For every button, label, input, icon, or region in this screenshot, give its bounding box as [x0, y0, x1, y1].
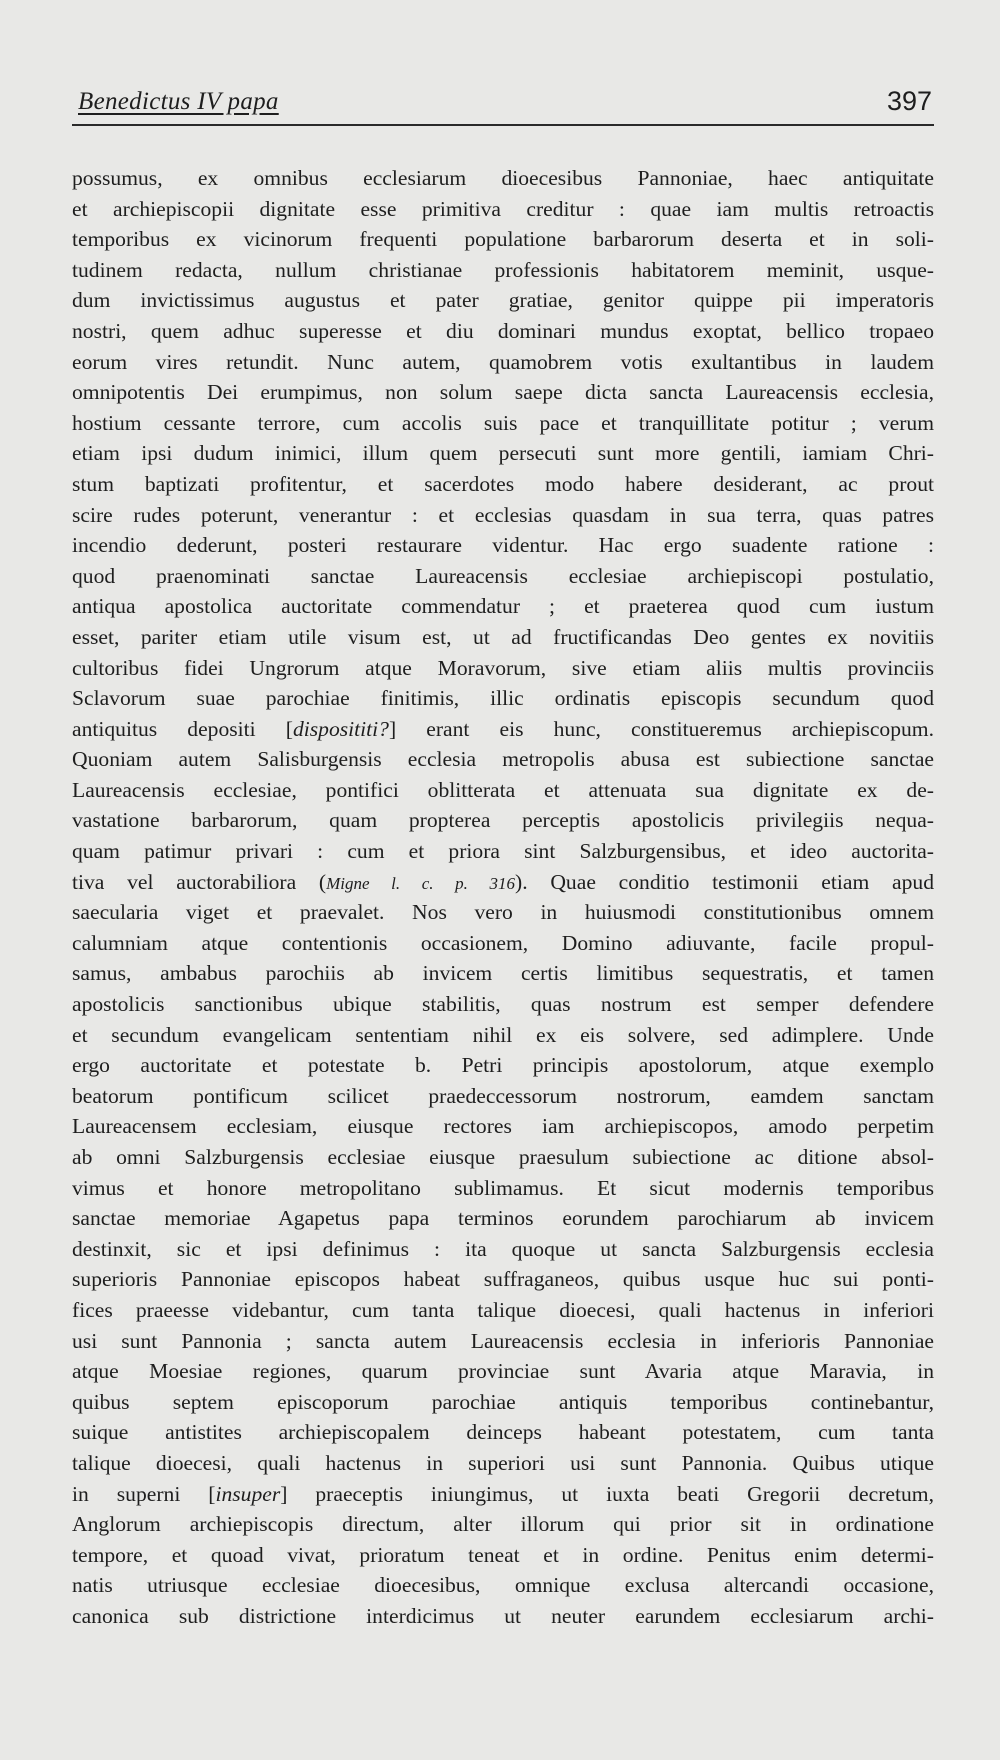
text-line: [72, 989, 934, 1020]
text-segment: canonica sub districtione interdicimus ut neuter earundem ecclesiarum archi-: [72, 1603, 934, 1628]
text-segment: possumus, ex omnibus ecclesiarum dioecesibus Pannoniae, haec antiquitate: [72, 166, 934, 190]
text-segment: incendio dederunt, posteri restaurare videntur. Hac ergo suadente ratione :: [72, 533, 934, 558]
text-segment: tudinem redacta, nullum christianae professionis habitatorem meminit, usque-: [72, 257, 934, 282]
text-segment: etiam ipsi dudum inimici, illum quem persecuti sunt more gentili, iamiam Chri-: [72, 441, 934, 466]
text-line: [72, 285, 934, 316]
text-line: [72, 1326, 934, 1357]
text-segment: ] erant eis hunc, constitueremus archiepiscopum.: [388, 716, 934, 741]
text-segment: atque Moesiae regiones, quarum provinciae sunt Avaria atque Maravia, in: [72, 1359, 934, 1384]
text-line: [72, 194, 934, 225]
text-segment: Anglorum archiepiscopis directum, alter illorum qui prior sit in ordinatione: [72, 1512, 934, 1537]
text-line: [72, 897, 934, 928]
text-segment: dum invictissimus augustus et pater gratiae, genitor quippe pii imperatoris: [72, 288, 934, 313]
text-segment: ). Quae conditio testimonii etiam apud: [515, 869, 934, 894]
text-segment: natis utriusque ecclesiae dioecesibus, omnique exclusa altercandi occasione,: [72, 1573, 934, 1598]
text-segment: et secundum evangelicam sententiam nihil ex eis solvere, sed adimplere. Unde: [72, 1022, 934, 1047]
text-segment: esset, pariter etiam utile visum est, ut ad fructificandas Deo gentes ex novitiis: [72, 624, 934, 649]
text-segment: calumniam atque contentionis occasionem, Domino adiuvante, facile propul-: [72, 930, 934, 955]
text-segment: suique antistites archiepiscopalem deinceps habeant potestatem, cum tanta: [72, 1420, 934, 1445]
text-line: [72, 1234, 934, 1265]
text-line: [72, 775, 934, 806]
text-segment: et archiepiscopii dignitate esse primitiva creditur : quae iam multis retroactis: [72, 196, 934, 221]
text-line: [72, 653, 934, 684]
text-line: [72, 683, 934, 714]
text-segment: in superni [: [72, 1481, 216, 1506]
text-line: [72, 1264, 934, 1295]
text-segment: ab omni Salzburgensis ecclesiae eiusque praesulum subiectione ac ditione absol-: [72, 1145, 934, 1169]
text-line: [72, 438, 934, 469]
text-line: [72, 928, 934, 959]
text-line: [72, 1111, 934, 1142]
text-line: [72, 867, 934, 898]
text-segment: talique dioecesi, quali hactenus in superiori usi sunt Pannonia. Quibus utique: [72, 1450, 934, 1475]
text-segment: nostri, quem adhuc superesse et diu dominari mundus exoptat, bellico tropaeo: [72, 318, 934, 343]
text-segment: ergo auctoritate et potestate b. Petri principis apostolorum, atque exemplo: [72, 1053, 934, 1078]
text-line: [72, 255, 934, 286]
text-line: [72, 1050, 934, 1081]
text-line: [72, 1203, 934, 1234]
text-segment: vimus et honore metropolitano sublimamus. Et sicut modernis temporibus: [72, 1175, 934, 1200]
text-segment: usi sunt Pannonia ; sancta autem Laureacensis ecclesia in inferioris Pannoniae: [72, 1328, 934, 1353]
text-line: [72, 408, 934, 439]
text-line: [72, 805, 934, 836]
text-line: [72, 1295, 934, 1326]
text-segment: hostium cessante terrore, cum accolis suis pace et tranquillitate potitur ; verum: [72, 410, 934, 435]
italic-annotation: insuper: [215, 1481, 281, 1506]
text-segment: superioris Pannoniae episcopos habeat suffraganeos, quibus usque huc sui ponti-: [72, 1267, 934, 1292]
text-segment: antiqua apostolica auctoritate commendatur ; et praeterea quod cum iustum: [72, 594, 934, 619]
text-segment: vastatione barbarorum, quam propterea perceptis apostolicis privilegiis nequa-: [72, 808, 934, 833]
text-segment: scire rudes poterunt, venerantur : et ecclesias quasdam in sua terra, quas patres: [72, 502, 934, 527]
text-line: [72, 316, 934, 347]
text-segment: stum baptizati profitentur, et sacerdotes modo habere desiderant, ac prout: [72, 471, 934, 496]
text-segment: quibus septem episcoporum parochiae antiquis temporibus continebantur,: [72, 1389, 934, 1414]
italic-annotation: disposititi?: [292, 716, 389, 741]
text-line: [72, 1479, 934, 1510]
italic-annotation: Migne l. c. p. 316: [326, 873, 515, 893]
text-line: [72, 347, 934, 378]
text-segment: antiquitus depositi [: [72, 716, 293, 741]
text-segment: Laureacensis ecclesiae, pontifici oblitterata et attenuata sua dignitate ex de-: [72, 777, 934, 802]
text-line: [72, 1020, 934, 1051]
text-segment: apostolicis sanctionibus ubique stabilitis, quas nostrum est semper defendere: [72, 992, 934, 1017]
text-segment: tempore, et quoad vivat, prioratum teneat et in ordine. Penitus enim determi-: [72, 1542, 934, 1567]
text-line: [72, 1509, 934, 1540]
text-line: [72, 500, 934, 531]
text-line: [72, 1387, 934, 1418]
text-segment: temporibus ex vicinorum frequenti populatione barbarorum deserta et in soli-: [72, 227, 934, 252]
text-line: [72, 1081, 934, 1112]
text-line: [72, 714, 934, 745]
text-segment: fices praeesse videbantur, cum tanta talique dioecesi, quali hactenus in inferiori: [72, 1297, 934, 1322]
text-segment: Quoniam autem Salisburgensis ecclesia metropolis abusa est subiectione sanctae: [72, 747, 934, 772]
text-line: [72, 1540, 934, 1571]
text-segment: quam patimur privari : cum et priora sint Salzburgensibus, et ideo auctorita-: [72, 839, 934, 864]
text-segment: Laureacensem ecclesiam, eiusque rectores iam archiepiscopos, amodo perpetim: [72, 1114, 934, 1139]
running-head: Benedictus IV papa: [78, 88, 279, 115]
page-header: [72, 84, 934, 126]
text-segment: cultoribus fidei Ungrorum atque Moravorum, sive etiam aliis multis provinciis: [72, 655, 934, 680]
text-segment: beatorum pontificum scilicet praedeccessorum nostrorum, eamdem sanctam: [72, 1083, 934, 1108]
text-segment: destinxit, sic et ipsi definimus : ita quoque ut sancta Salzburgensis ecclesia: [72, 1236, 934, 1261]
text-line: [72, 163, 934, 194]
text-line: [72, 1417, 934, 1448]
text-line: [72, 836, 934, 867]
text-segment: tiva vel auctorabiliora (: [72, 869, 327, 894]
text-segment: omnipotentis Dei erumpimus, non solum saepe dicta sancta Laureacensis ecclesia,: [72, 380, 934, 405]
text-line: [72, 1448, 934, 1479]
text-line: [72, 1570, 934, 1601]
text-line: [72, 744, 934, 775]
text-segment: Sclavorum suae parochiae finitimis, illic ordinatis episcopis secundum quod: [72, 686, 934, 711]
text-line: [72, 1356, 934, 1387]
text-line: [72, 1173, 934, 1204]
text-line: [72, 1142, 934, 1173]
text-line: [72, 622, 934, 653]
text-line: [72, 958, 934, 989]
text-line: [72, 469, 934, 500]
text-segment: saecularia viget et praevalet. Nos vero in huiusmodi constitutionibus omnem: [72, 900, 934, 925]
text-line: [72, 224, 934, 255]
text-segment: eorum vires retundit. Nunc autem, quamobrem votis exultantibus in laudem: [72, 349, 934, 374]
text-line: [72, 530, 934, 561]
text-segment: ] praeceptis iniungimus, ut iuxta beati Gregorii decretum,: [280, 1481, 934, 1506]
text-segment: samus, ambabus parochiis ab invicem certis limitibus sequestratis, et tamen: [72, 961, 934, 986]
text-line: [72, 561, 934, 592]
text-segment: quod praenominati sanctae Laureacensis ecclesiae archiepiscopi postulatio,: [72, 563, 934, 588]
text-segment: sanctae memoriae Agapetus papa terminos eorundem parochiarum ab invicem: [72, 1206, 934, 1231]
text-line: [72, 377, 934, 408]
page-number: 397: [886, 86, 932, 116]
text-line: [72, 591, 934, 622]
text-line: [72, 1601, 934, 1632]
body-text: [72, 163, 934, 1632]
